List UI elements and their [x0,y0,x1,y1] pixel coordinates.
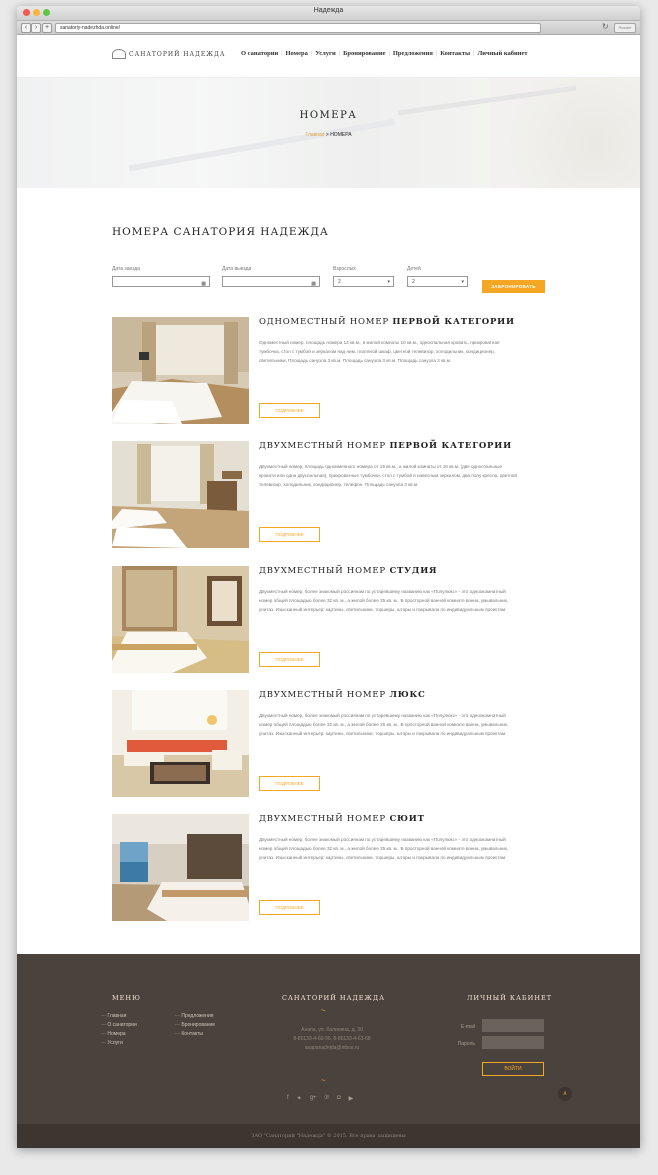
room-details-button[interactable]: ПОДРОБНЕЕ [259,527,320,542]
breadcrumb-current: НОМЕРА [330,132,352,138]
checkin-label: Дата заезда [112,266,141,272]
footer-link-services[interactable]: — Услуги [101,1039,137,1048]
room-title[interactable]: ДВУХМЕСТНЫЙ НОМЕР СЮИТ [259,814,425,824]
adults-group [333,266,394,287]
footer-link-rooms[interactable]: — Номера [101,1030,137,1039]
window-titlebar [17,6,640,21]
facebook-icon[interactable]: f [287,1095,289,1101]
footer-menu-col1 [101,1012,137,1048]
scroll-to-top-button[interactable] [558,1087,572,1101]
room-photo[interactable] [112,566,249,673]
browser-toolbar [17,21,640,35]
room-details-button[interactable]: ПОДРОБНЕЕ [259,900,320,915]
checkin-group [112,266,210,287]
footer-contacts [262,1026,402,1053]
footer-link-contacts[interactable]: — Контакты [175,1030,215,1039]
calendar-icon[interactable]: ▦ [311,281,316,287]
footer-link-booking[interactable]: — Бронирование [175,1021,215,1030]
nav-item-services[interactable]: Услуги [315,50,336,57]
breadcrumb-separator: > [325,132,329,138]
footer-link-about[interactable]: — О санатории [101,1021,137,1030]
room-description: Двухместный номер, более знакомый россиянам по устаревшему названию как «Полулюкс» - это одноокомнатный номер общей площадью более 32 кв. м., а жилой более 25 кв. м.. В просторной ванной комнате ванна, умывальник, унитаз. Изысканный интерьер: картины, светильники, торшеры, шторы и покрывала по индивидуальным проектам. [259,713,509,736]
children-group [407,266,468,287]
chevron-up-icon: ∧ [562,1091,568,1097]
room-card [112,690,552,797]
room-card [112,441,552,548]
nav-item-contacts[interactable]: Контакты [440,50,471,57]
share-icon[interactable]: ↻ [602,22,609,31]
checkout-group [222,266,320,287]
back-icon[interactable]: ‹ [21,23,31,33]
footer-address: Анапа, ул. Калинина, д. 30 [301,1027,363,1033]
checkin-date-input[interactable] [112,276,210,287]
pinterest-icon[interactable]: ℗ [324,1095,329,1101]
room-details-button[interactable]: ПОДРОБНЕЕ [259,776,320,791]
footer-menu-col2 [175,1012,215,1039]
copyright: ЗАО "Санаторий "Надежда" © 2015. Все права защищены [17,1124,640,1148]
social-links [287,1095,353,1102]
wave-divider-icon: ~ [321,1006,326,1015]
forward-icon[interactable]: › [31,23,41,33]
main-navigation: О санатории | Номера | Услуги | Бронирование | Предложения | Контакты | Личный кабинет [241,50,528,57]
room-details-button[interactable]: ПОДРОБНЕЕ [259,403,320,418]
footer-email[interactable]: anapanadejda@inbox.ru [304,1045,360,1051]
room-description: Двухместный номер, площадь одноименного номера от 19 кв.м., а жилой комнаты от 16 кв.м. (две односпальные кровати или одна двуспальная), прикроватные тумбочки, стол с тумбой и навесным зеркалом, два полу кресла, цветной телевизор, холодильник, кондиционер, телефон. Площадь санузла 3 кв.м. [259,464,517,487]
site-logo[interactable] [112,49,225,59]
room-title[interactable]: ДВУХМЕСТНЫЙ НОМЕР ЛЮКС [259,690,426,700]
youtube-icon[interactable]: ▶ [348,1096,354,1102]
room-card [112,814,552,921]
nav-item-booking[interactable]: Бронирование [343,50,386,57]
nav-item-about[interactable]: О санатории [241,50,279,57]
breadcrumb-home-link[interactable]: Главная [305,132,325,138]
password-field[interactable] [482,1036,544,1049]
reader-button[interactable]: Reader [614,23,636,33]
room-description: Одноместный номер, площадь номера 14 кв.м., в жилой комнаты 10 кв.м., односпальная кровать, прикроватная тумбочка, стол с тумбой и зеркалом над ним, платяной шкаф, цветной телевизор, холодильник, кондиционер, светильники, Площадь санузла 3 кв.м. Площадь санузла 3 кв.м. Площадь санузла 3 кв.м. [259,340,500,363]
footer-center-title: САНАТОРИЙ НАДЕЖДА [282,994,386,1002]
room-title[interactable]: ОДНОМЕСТНЫЙ НОМЕР ПЕРВОЙ КАТЕГОРИИ [259,317,515,327]
login-button[interactable]: ВОЙТИ [482,1062,544,1076]
chevron-down-icon: ▾ [387,279,390,285]
booking-form [112,266,552,306]
book-button[interactable]: ЗАБРОНИРОВАТЬ [482,280,545,293]
room-photo[interactable] [112,317,249,424]
logo-text: САНАТОРИЙ НАДЕЖДА [129,50,226,58]
nav-item-rooms[interactable]: Номера [285,50,308,57]
page-hero [17,78,640,188]
section-title: НОМЕРА САНАТОРИЯ НАДЕЖДА [112,226,329,238]
footer-menu-title: МЕНЮ [112,994,141,1002]
room-description: Двухместный номер, более знакомый россиянам по устаревшему названию как «Полулюкс» - это одноокомнатный номер общей площадью более 32 кв. м., а жилой более 25 кв. м.. В просторной ванной комнате ванна, умывальник, унитаз. Изысканный интерьер: картины, светильники, торшеры, шторы и покрывала по индивидуальным проектам. [259,589,509,612]
nav-item-account[interactable]: Личный кабинет [477,50,528,57]
room-details-button[interactable]: ПОДРОБНЕЕ [259,652,320,667]
room-photo[interactable] [112,814,249,921]
twitter-icon[interactable]: ✦ [296,1096,302,1102]
browser-window [17,6,640,1148]
room-description: Двухместный номер, более знакомый россиянам по устаревшему названию как «Полулюкс» - это одноокомнатный номер общей площадью более 32 кв. м., а жилой более 25 кв. м.. В просторной ванной комнате ванна, умывальник, унитаз. Изысканный интерьер: картины, светильники, торшеры, шторы и покрывала по индивидуальным проектам. [259,837,509,860]
room-photo[interactable] [112,441,249,548]
checkout-date-input[interactable] [222,276,320,287]
chevron-down-icon: ▾ [461,279,464,285]
email-field[interactable] [482,1019,544,1032]
footer-phones: 8-86133-4-60-96, 8-86133-4-63-68 [293,1036,371,1042]
new-tab-icon[interactable]: + [42,23,52,33]
footer-link-home[interactable]: — Главная [101,1012,137,1021]
site-footer [17,954,640,1148]
room-photo[interactable] [112,690,249,797]
room-title[interactable]: ДВУХМЕСТНЫЙ НОМЕР СТУДИЯ [259,566,438,576]
checkout-label: Дата выезда [222,266,252,272]
adults-select[interactable]: 2 ▾ [333,276,394,287]
instagram-icon[interactable]: ◘ [336,1095,341,1101]
page-title: НОМЕРА [299,110,358,121]
address-bar[interactable]: sanatoriy-nadezhda.online/ [55,23,541,33]
email-label: E-mail [460,1024,475,1030]
google-plus-icon[interactable]: g+ [309,1095,317,1101]
room-title[interactable]: ДВУХМЕСТНЫЙ НОМЕР ПЕРВОЙ КАТЕГОРИИ [259,441,512,451]
logo-emblem-icon [112,49,126,59]
breadcrumb [17,132,640,138]
site-header [17,35,640,78]
footer-link-offers[interactable]: — Предложения [175,1012,215,1021]
window-title: Надежда [313,7,344,14]
children-label: Детей [407,266,421,272]
children-select[interactable]: 2 ▾ [407,276,468,287]
adults-label: Взрослых [333,266,356,272]
wave-divider-icon: ~ [321,1076,326,1085]
password-label: Пароль [457,1041,475,1047]
footer-account-title: ЛИЧНЫЙ КАБИНЕТ [467,994,553,1002]
nav-item-offers[interactable]: Предложения [392,50,433,57]
room-card [112,566,552,673]
room-card [112,317,552,424]
calendar-icon[interactable]: ▦ [201,281,206,287]
